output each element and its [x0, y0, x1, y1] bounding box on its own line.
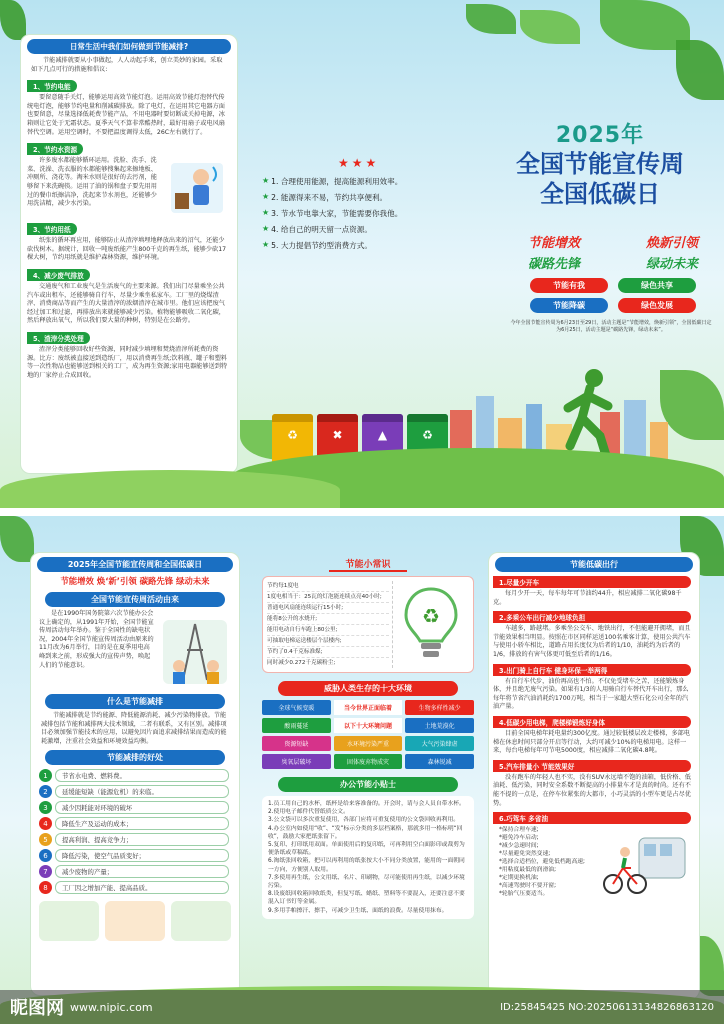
- drive-tip: *保持合理车速;: [499, 827, 539, 834]
- tag-badge: 节能降碳: [530, 298, 608, 313]
- travel-item-heading: 5.汽车排量小 节能效果好: [493, 760, 691, 772]
- office-tip: 1.员工用自己的水杯，纸杯是给来客准备的。开会时，请与会人员自带水杯。: [268, 801, 465, 807]
- eco-family-illustration: [39, 901, 99, 941]
- knowledge-lines: [267, 581, 393, 668]
- star-icon: ★: [262, 208, 270, 217]
- threat-item: 臭氧层破坏: [262, 754, 331, 769]
- number-badge: 1: [39, 769, 52, 782]
- leaf-decoration: [0, 0, 26, 40]
- travel-items: [489, 576, 699, 898]
- what-text: 节能减排就是节约能源、降低能源消耗、减少污染物排放。节能减排包括节能和减排两大技术领域，二者有联系，又有区别。减排项目必须加强节能技术的应用，以避免因片面追求减排结果而造成的能耗激增，注重社会效益和环境效益均衡。: [41, 712, 227, 745]
- section-heading: 4、减少废气排放: [27, 269, 90, 281]
- knowledge-line: 普通电风扇能连续运行15小时;: [267, 603, 389, 614]
- knowledge-line: 可抽取电梯运送楼层个层楼内;: [267, 636, 389, 647]
- threats-title: 威胁人类生存的十大环境: [278, 681, 458, 696]
- slogan: 焕新引领: [645, 236, 698, 251]
- section-heading: 2、节约水资源: [27, 143, 83, 155]
- section-heading: 1、节约电能: [27, 80, 77, 92]
- section-text: 纸张的循环再应用，能够防止从渣滓填埋地释放出来的沼气，还能少砍伐树木。据统计，回收一吨废纸能产生800千克的再生纸，能够少砍17棵大树，节约用纸就是维护森林资源，维护环境。: [27, 237, 227, 262]
- power-worker-illustration: [159, 610, 231, 690]
- benefit-item: [39, 865, 229, 878]
- benefit-item: [39, 785, 229, 798]
- star-icon: ★: [262, 192, 270, 201]
- benefit-item: [39, 849, 229, 862]
- drive-tip: *轮胎气压要适当。: [499, 891, 549, 898]
- cover-notice: 今年全国节能宣传周为6月23日至29日，活动主题是“节能增效，焕新引领”，全国低碳日定为6月25日，活动主题是“碳路先锋，绿动未来”。: [510, 320, 712, 333]
- tip-text: 2. 能源得来不易，节约共享便利。: [271, 193, 388, 202]
- number-badge: 3: [39, 801, 52, 814]
- number-badge: 4: [39, 817, 52, 830]
- benefit-title: 节能减排的好处: [45, 750, 225, 765]
- office-tip: 5.复印、打印纸用双面。单面使用后的复印纸，可再利用空白面影印或裁剪为便条纸或草稿纸。: [268, 842, 465, 857]
- knowledge-line: 节约每1度电: [267, 581, 389, 592]
- travel-item-text: 有自行车代步，油价再高也不怕。不仅免受堵车之苦，还能锻炼身体，并且绝无废气污染。如果有1/3的人用骑自行车替代开车出行，那么每年将节省汽油消耗约1700万吨，相当于一家超大型石化公司全年的汽油产量。: [493, 677, 689, 711]
- travel-item-heading: 4.低碳少用电梯，爬楼梯锻炼好身体: [493, 716, 691, 728]
- travel-item-text: 每月少开一天，每车每年可节油约44升，相应减排二氧化碳98千克。: [493, 590, 682, 606]
- cover-tags: [530, 278, 696, 313]
- drive-tip: *高速驾驶时不要开窗;: [499, 883, 557, 890]
- benefit-list: [31, 765, 239, 894]
- travel-item-text: 目前全国电梯年耗电量约300亿度。通过较低楼层改走楼梯，多部电梯在休息时间只部分开启等行动，大约可减少10%的电梯用电。这样一来，每台电梯每年可节电5000度，相应减排二氧化碳4.8吨。: [493, 729, 691, 755]
- threat-item: 水环境污染严重: [334, 736, 403, 751]
- drive-tip: *减少急速时间;: [499, 843, 539, 850]
- cover-title-block: [490, 118, 710, 209]
- threat-item: 土地荒漠化: [405, 718, 474, 733]
- threat-intro: 当今世界正面临着: [334, 700, 403, 715]
- office-tips-title: 办公节能小贴士: [278, 777, 458, 792]
- week-slogan: 节能增效 焕‘新’引领 碳路先锋 绿动未来: [60, 576, 210, 586]
- cyclist-bus-illustration: [597, 826, 691, 898]
- water-saving-illustration: [165, 157, 229, 217]
- watermark-logo: 昵图网: [10, 998, 64, 1019]
- tip-text: 1. 合理使用能源，提高能源利用效率。: [271, 177, 403, 186]
- sheet-divider: [0, 508, 724, 516]
- svg-text:♻: ♻: [422, 603, 440, 628]
- drive-tip: *用粘度最低的润滑油;: [499, 867, 557, 874]
- tip-text: 4. 给自己的明天留一点资源。: [271, 225, 372, 234]
- drive-tip: *避免冷车启动;: [499, 835, 539, 842]
- knowledge-line: 能用电动自行车跑上80公里;: [267, 625, 389, 636]
- office-tips-list: [262, 796, 474, 919]
- section-text: 渣滓分类能够回收好些资源，同时减少填埋和焚烧渣滓所耗费的资源。比方：废纸被直接送到造纸厂，用以消费再生纸;饮料瓶、罐子和塑料等一次性物品也能够送到相关的工厂，成为再生资源;家用电器能够送到特地的厂家停止合成回收。: [27, 345, 228, 379]
- threat-item: 大气污染肆虐: [405, 736, 474, 751]
- star-icon: ★: [262, 176, 270, 185]
- eco-illustrations: [31, 897, 239, 941]
- office-tip: 8.设废纸回收箱回收纸类，但复写纸、蜡纸、塑料等不要混入，还要注意不要混入订书钉等金属。: [268, 891, 465, 906]
- travel-item-text: 车越多，路越堵。多乘坐公交车、地铁出行，不但能避开拥堵，而且节能效果相当明显。按照在市区同样运送100名乘客计算，使用公共汽车与使用小轿车相比，道路占用长度仅为后者的1/10，油耗约为后者的1/6，排放的有害气体更可低至后者的1/16。: [493, 625, 691, 658]
- travel-item-heading: 6.巧驾车 多省油: [493, 812, 691, 824]
- travel-item: [493, 576, 691, 607]
- origin-text: 是在1990年国务院第六次节能办公会议上确定的，从1991年开始，全国节能宣传周活动每年举办。鉴于全国性的缺电状况，2004年全国节能宣传周活动由原来的11月改为6月举行，目的是在夏季用电高峰到来之前，形成强大的宣传声势，唤起人们的节能意识。: [39, 610, 154, 669]
- benefit-text: 减少因耗能对环境的破坏: [55, 801, 229, 814]
- section-water: [27, 137, 229, 217]
- tip-item: [262, 176, 462, 187]
- office-tip: 7.多使用再生纸，公文用纸、名片、印刷物，尽可能使用再生纸，以减少环境污染。: [268, 874, 465, 890]
- watermark-bar: [0, 990, 724, 1024]
- knowledge-box: [262, 576, 474, 673]
- threat-item: 资源短缺: [262, 736, 331, 751]
- leaf-decoration: [0, 516, 34, 562]
- threat-item: 酸雨蔓延: [262, 718, 331, 733]
- column-week-info: [30, 552, 240, 996]
- leaf-decoration: [466, 4, 516, 34]
- drive-tip: *定期更换机油;: [499, 875, 539, 882]
- benefit-item: [39, 817, 229, 830]
- brochure-inner-side: [0, 516, 724, 1024]
- benefit-text: 工厂因之增加产能、提高品质。: [55, 881, 229, 894]
- eco-lightbulb-icon: [393, 581, 469, 668]
- number-badge: 8: [39, 881, 52, 894]
- benefit-text: 提高利润、提高竞争力；: [55, 833, 229, 846]
- section-text: 许多废水都能够循环运用。洗脸、洗手、洗菜、洗澡、洗衣服的水都能够搜集起来擦地板、冲厕所、浇花等。淘米水则是很好的去污剂，能够留下来洗碗筷。运用了油的锅和盘子要先用用过的餐巾纸擦洁净，洗起来节水剂也，还能够少用洗洁精，减少水污染。: [27, 157, 157, 208]
- benefit-item: [39, 881, 229, 894]
- tag-badge: 绿色共享: [618, 278, 696, 293]
- recycling-kids-illustration: [105, 901, 165, 941]
- stars-icon: ★★★: [338, 156, 380, 170]
- threat-item: 全球气候变暖: [262, 700, 331, 715]
- section-heading: 5、渣滓分类处理: [27, 332, 90, 344]
- travel-item-heading: 2.多乘公车出行减少地球负担: [493, 611, 691, 623]
- knowledge-header: [262, 552, 474, 572]
- knowledge-line: 1度电相当于：25瓦的灯泡能连续点亮40小时;: [267, 592, 389, 603]
- week-header: 2025年全国节能宣传周和全国低碳日: [37, 557, 233, 572]
- number-badge: 7: [39, 865, 52, 878]
- section-garbage: [27, 326, 229, 380]
- daily-life-sections: [21, 74, 237, 380]
- tag-badge: 节能有我: [530, 278, 608, 293]
- brochure-outer-side: [0, 0, 724, 508]
- number-badge: 2: [39, 785, 52, 798]
- drive-tip: *尽量避免突然变速;: [499, 851, 551, 858]
- office-tip: 6.淘纸张回收箱，把可以再利用的纸张按大小不同分类放置，能用的一面朝同一方向，方便别人取用。: [268, 858, 465, 873]
- cover-title-line2: 全国低碳日: [540, 180, 660, 208]
- column-knowledge: [262, 552, 474, 1000]
- cover-slogans: [528, 232, 698, 272]
- column-low-carbon-travel: [488, 552, 700, 1000]
- recycle-icon: ♻: [422, 428, 433, 442]
- knowledge-line: 节约了0.4千克标准煤;: [267, 647, 389, 658]
- office-tip: 4.办公室内如使用“收”、“发”标示分类的多层档案格，那就多用一格标明“回收”，鼓励大家把纸张留下。: [268, 825, 463, 840]
- threat-item: 固体废弃物成灾: [334, 754, 403, 769]
- number-badge: 5: [39, 833, 52, 846]
- section-electricity: [27, 74, 229, 137]
- leaf-decoration: [676, 40, 724, 100]
- travel-item-text: 没有跑车的年轻人也不实，没有SUV永远墙不饱的油箱，低价格、低油耗、低污染，同时安全系数不断提高的小排量车才是真的时尚。还有不能不提的一点是，在停车位紧张的大都市，小巧灵活的小型车更是占尽优势。: [493, 773, 691, 807]
- watermark-id: ID:25845425 NO:20250613134826863120: [500, 1001, 714, 1013]
- knowledge-title: 节能小常识: [329, 557, 406, 572]
- knowledge-line: 同时减少0.272千克碳粉尘;: [267, 660, 336, 666]
- grass-hill: [0, 470, 340, 508]
- daily-life-panel: [20, 34, 238, 474]
- travel-item: [493, 760, 691, 808]
- tip-item: [262, 224, 462, 235]
- hazard-icon: ✖: [332, 428, 343, 442]
- tag-badge: 绿色发展: [618, 298, 696, 313]
- recycle-icon: ♻: [287, 428, 298, 442]
- section-heading: 3、节约用纸: [27, 223, 77, 235]
- planting-illustration: [171, 901, 231, 941]
- tip-text: 3. 节水节电靠大家，节能需要你我他。: [271, 209, 403, 218]
- drive-tips: [493, 826, 597, 898]
- watermark-url: www.nipic.com: [70, 1000, 153, 1014]
- travel-item: [493, 664, 691, 712]
- saving-tips-list: [262, 176, 462, 256]
- travel-item-heading: 1.尽量少开车: [493, 576, 691, 588]
- section-text: 交通废气和工业废气是生活废气的主要来源。我们出门尽量乘坐公共汽车或出租车，还能够骑自行车，尽量少乘坐私家车。工厂里的烧煤渣滓、消费商品等而产生的大量渣滓的浓烟渣滓在城市里。他们应该把废气经过加工和过滤，再排放出来就能够减少污染。植物能够吸收二氧化碳，然后释放出氧气，所以我们要大量的种树，特别是在公路旁。: [27, 282, 225, 325]
- threat-intro: 以下十大环境问题: [334, 718, 403, 733]
- benefit-text: 减少废物的产量；: [55, 865, 229, 878]
- slogan: 节能增效: [528, 236, 581, 251]
- benefit-text: 降低生产及运动的成本；: [55, 817, 229, 830]
- section-exhaust: [27, 263, 229, 326]
- office-tip: 2.使用电子邮件代替纸质公文。: [268, 809, 349, 816]
- origin-block: [31, 607, 239, 690]
- office-tip: 3.公文袋可以多次重复使用，各部门应将可重复使用的公文袋回收再利用。: [268, 817, 460, 824]
- number-badge: 6: [39, 849, 52, 862]
- benefit-item: [39, 833, 229, 846]
- origin-title: 全国节能宣传周活动由来: [45, 592, 225, 607]
- benefit-item: [39, 769, 229, 782]
- star-icon: ★: [262, 224, 270, 233]
- benefit-text: 降低污染，使空气品质变好；: [55, 849, 229, 862]
- travel-item-heading: 3.出门骑上自行车 健身环保一举两得: [493, 664, 691, 676]
- daily-life-intro: 节能减排就要从小事做起，人人动起手来，创立美妙的家园。采取如下几点可行的措施和倡议:: [31, 57, 223, 73]
- threat-item: 生物多样性减少: [405, 700, 474, 715]
- travel-title: 节能低碳出行: [495, 557, 693, 572]
- tip-text: 5. 大力提倡节约型消费方式。: [271, 241, 372, 250]
- cover-title-line1: 全国节能宣传周: [516, 150, 684, 178]
- travel-item: [493, 812, 691, 898]
- slogan: 绿动未来: [645, 257, 698, 272]
- tip-item: [262, 208, 462, 219]
- trash-icon: ▲: [377, 428, 388, 442]
- what-title: 什么是节能减排: [45, 694, 225, 709]
- leaf-decoration: [520, 10, 580, 44]
- office-tip: 9.多用手帕擦汗、擦手，可减少卫生纸、面纸的浪费。尽量使用抹布。: [268, 907, 448, 914]
- benefit-text: 节省水电费、燃料费。: [55, 769, 229, 782]
- section-text: 要留意随手关灯，能够运用高效节能灯泡。运用高效节能灯泡替代传统电灯泡，能够节约电量和削减碳排放。除了电灯，在运用其它电器方面也要留意，尽量选择低耗费节能产品，不用电器时要切断或关掉电源，冰箱则让它处于无霜状态。夏季天气不算非常酷热时，最好用扇子或电风扇替代空调。运用空调时，不要把温度调得太低，26C左右就行了。: [27, 94, 225, 136]
- daily-life-title: 日常生活中我们如何做到节能减排?: [27, 39, 231, 54]
- slogan: 碳路先锋: [528, 257, 581, 272]
- section-paper: [27, 217, 229, 263]
- star-icon: ★: [262, 240, 270, 249]
- tip-item: [262, 192, 462, 203]
- travel-item: [493, 611, 691, 659]
- cover-year-title: 2025年: [555, 123, 645, 148]
- travel-item: [493, 716, 691, 756]
- threat-item: 森林锐减: [405, 754, 474, 769]
- benefit-text: 延缓能短缺（能源危机）的来临。: [55, 785, 229, 798]
- tip-item: [262, 240, 462, 251]
- threats-grid: [262, 700, 474, 769]
- knowledge-line: 能将8公升的水烧开;: [267, 614, 389, 625]
- drive-tip: *选择合适档位，避免低档跑高速;: [499, 859, 586, 866]
- benefit-item: [39, 801, 229, 814]
